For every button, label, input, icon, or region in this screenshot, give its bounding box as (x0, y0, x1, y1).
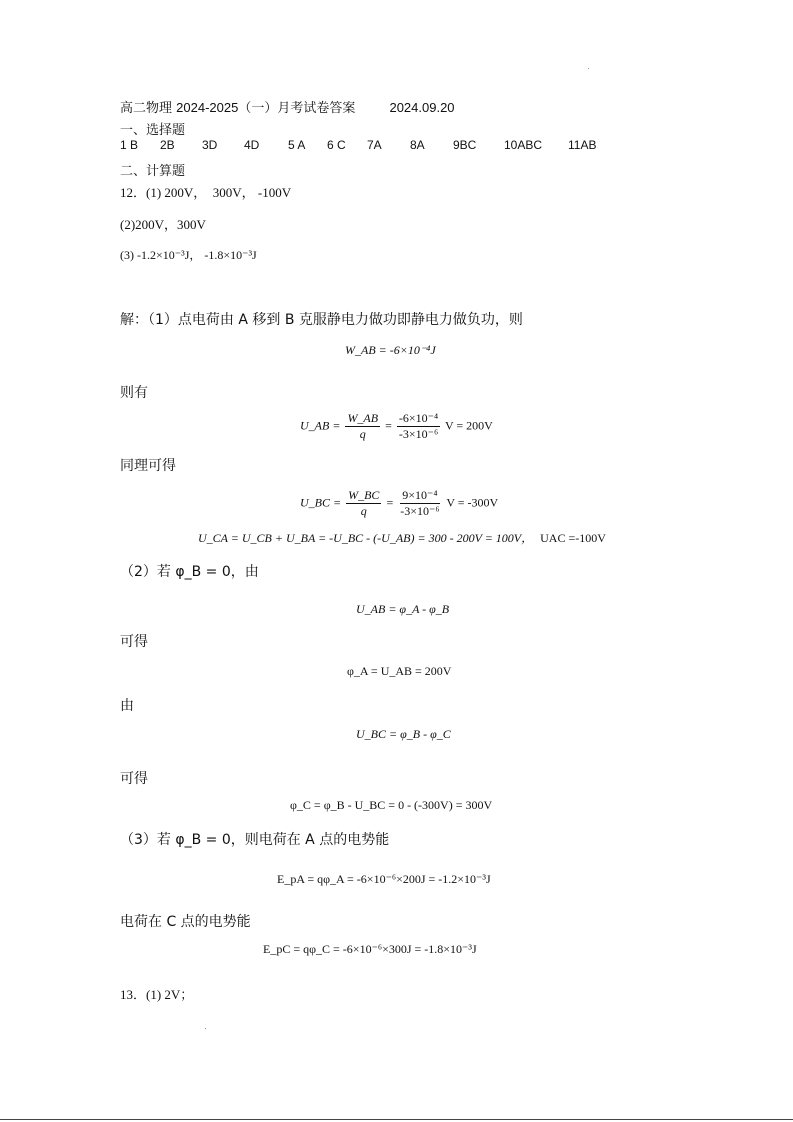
part2-text: （2）若 φ_B = 0，由 (120, 564, 259, 580)
section-title-calc: 二、计算题 (120, 164, 186, 179)
eq2-lhs: U_AB = (300, 418, 341, 433)
answer-3: 3D (202, 138, 218, 152)
solution-intro: 解：（1）点电荷由 A 移到 B 克服静电力做功即静电力做负功，则 (120, 312, 523, 328)
eq3-den2: -3×10⁻⁶ (400, 504, 440, 518)
equation-u-ca (198, 529, 606, 546)
eq2-num2: -6×10⁻⁴ (398, 411, 439, 425)
part3-text: （3）若 φ_B = 0，则电荷在 A 点的电势能 (120, 832, 390, 848)
answer-10: 10ABC (504, 138, 543, 152)
similarly-text: 同理可得 (120, 458, 176, 474)
page-bottom-divider (0, 1119, 793, 1120)
eq3-den1: q (360, 504, 367, 518)
answer-9: 9BC (453, 138, 477, 152)
eq3-lhs: U_BC = (300, 495, 342, 510)
from-text: 由 (120, 698, 134, 714)
eq4-tail: UAC =-100V (540, 531, 606, 545)
equation-phi-a: φ_A = U_AB = 200V (347, 664, 452, 678)
eq3-num1: W_BC (348, 488, 380, 502)
answer-1: 1 B (120, 138, 139, 152)
q13-answer: 13．(1) 2V； (120, 987, 194, 1002)
header-subject: 高二物理 (120, 101, 173, 116)
equation-ep-c: E_pC = qφ_C = -6×10⁻⁶×300J = -1.8×10⁻³J (263, 942, 477, 956)
obtain-text-1: 可得 (120, 634, 148, 650)
then-have-text: 则有 (120, 385, 148, 401)
equation-phi-c: φ_C = φ_B - U_BC = 0 - (-300V) = 300V (290, 798, 493, 812)
answer-2: 2B (160, 138, 175, 152)
document-header (120, 97, 455, 116)
eq3-equals: = (386, 495, 394, 510)
eq3-num2: 9×10⁻⁴ (402, 488, 438, 502)
answer-6: 6 C (327, 138, 346, 152)
answer-5: 5 A (288, 138, 306, 152)
equation-u-ab (300, 411, 493, 442)
section-title-choice: 一、选择题 (120, 123, 186, 138)
eq2-num1: W_AB (347, 411, 379, 425)
eq2-fraction-2 (397, 411, 440, 442)
q12-answer-line1: 12．(1) 200V， 300V， -100V (120, 185, 292, 200)
equation-u-bc-phi: U_BC = φ_B - φ_C (356, 727, 451, 741)
header-date: 2024.09.20 (389, 100, 455, 115)
eq2-den2: -3×10⁻⁶ (398, 427, 439, 441)
eq3-fraction-1 (346, 488, 381, 519)
eq3-rhs: V = -300V (446, 495, 499, 510)
answer-11: 11AB (568, 138, 597, 152)
answer-7: 7A (367, 138, 382, 152)
obtain-text-2: 可得 (120, 771, 148, 787)
scan-dot (588, 68, 589, 69)
equation-u-ab-phi: U_AB = φ_A - φ_B (356, 602, 450, 616)
equation-u-bc (300, 488, 498, 519)
eq2-fraction-1 (345, 411, 380, 442)
charge-c-text: 电荷在 C 点的电势能 (120, 914, 251, 930)
eq2-rhs: V = 200V (444, 418, 493, 433)
eq3-fraction-2 (398, 488, 441, 519)
answer-4: 4D (244, 138, 260, 152)
equation-ep-a: E_pA = qφ_A = -6×10⁻⁶×200J = -1.2×10⁻³J (277, 872, 491, 886)
q12-answer-line3: (3) -1.2×10⁻³J， -1.8×10⁻³J (120, 248, 257, 262)
eq4-body: U_CA = U_CB + U_BA = -U_BC - (-U_AB) = 300 - 200V = 100V， (198, 531, 534, 545)
eq2-equals: = (385, 418, 392, 433)
q12-answer-line2: (2)200V，300V (120, 217, 206, 232)
answer-8: 8A (410, 138, 425, 152)
eq2-den1: q (359, 427, 366, 441)
scan-dot (205, 1028, 206, 1029)
header-year: 2024-2025（一）月考试卷答案 (176, 100, 356, 115)
equation-work-ab: W_AB = -6×10⁻⁴J (345, 343, 436, 357)
